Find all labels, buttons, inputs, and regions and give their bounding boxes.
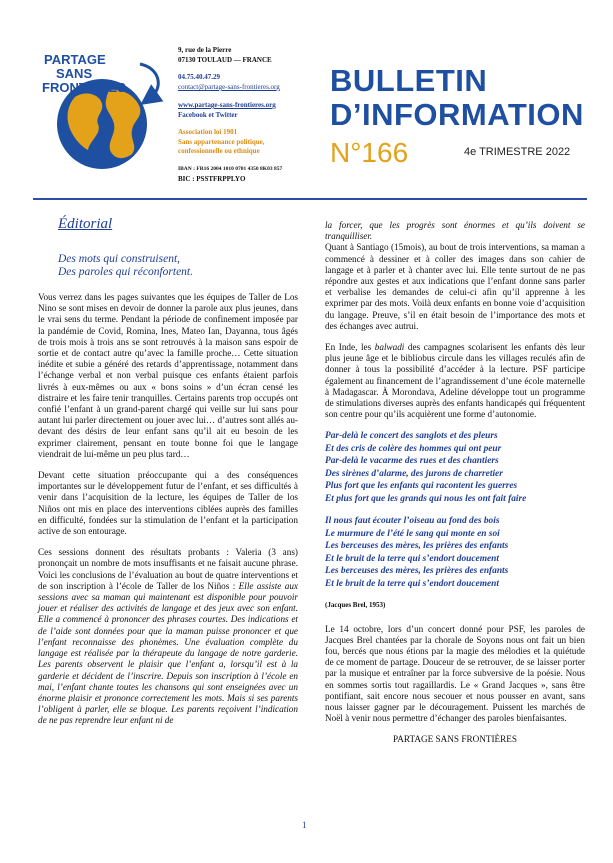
quote-continuation: la forcer, que les progrès sont énormes et qu’ils doivent se tranquilliser.	[325, 220, 585, 242]
paragraph-2: Devant cette situation préoccupante qui a des conséquences importantes sur le développement futur de l’enfant, et ses difficultés à venir dans l’acquisition de la lecture, les équipes de Taller de los Niños ont mis en place des interventions ciblées auprès des familles en difficulté, fondées sur la stimulation de l’enfant et la participation active de son entourage.	[38, 470, 298, 537]
inde-text-b: des campagnes scolarisent les enfants dès leur plus jeune âge et le bibliobus circule dans les villages reculés afin de donner à tous la possibilité d’accéder à la lecture. PSF participe également au financement de l’agrandissement d’une école maternelle à Madagascar. À Morondava, Adeline développe tout un programme de stimulations diverses auprès des enfants handicapés qui fréquentent son centre pour qu’ils acquièrent une forme d’autonomie.	[325, 342, 585, 420]
logo-line-1: PARTAGE	[44, 52, 106, 67]
poem-line: Et le bruit de la terre qui s’endort doucement	[325, 553, 499, 564]
poem-line: Et plus fort que les grands qui nous les ont fait faire	[325, 493, 527, 504]
right-column	[325, 220, 585, 756]
arrow-icon	[140, 64, 158, 98]
poem-line: Et le bruit de la terre qui s’endort doucement	[325, 578, 499, 589]
poem-attribution: (Jacques Brel, 1953)	[325, 601, 386, 610]
inde-text-a: En Inde, les	[325, 342, 375, 353]
left-column	[38, 292, 298, 727]
social-text: Facebook et Twitter	[178, 111, 238, 119]
paragraph-3	[38, 547, 298, 726]
paragraph-inde	[325, 342, 585, 420]
association-line-2: Sans appartenance politique,	[178, 138, 265, 146]
header-divider	[33, 198, 587, 200]
poem-line: Plus fort que les enfants qui racontent les guerres	[325, 481, 518, 492]
poem-line: Il nous faut écouter l’oiseau au fond des bois	[325, 516, 500, 527]
title-line-1: BULLETIN	[330, 63, 488, 98]
association-line-1: Association loi 1901	[178, 128, 238, 136]
paragraph-concert: Le 14 octobre, lors d’un concert donné pour PSF, les paroles de Jacques Brel chantées par la chorale de Soyons nous ont fait un bien fou, bercés que nous étions par la magie des mélodies et la quiétude de ce moment de partage. Douceur de se retrouver, de se laisser porter par la musique et entraîner par la force subversive de la poésie. Nous en sommes sortis tout ragaillardis. Le « Grand Jacques », sans être pontifiant, sait encore nous secouer et nous pousser en avant, sans nous laisser gagner par le découragement. Puissent les marchés de Noël à venir nous permettre d’échanger des paroles bienfaisantes.	[325, 623, 585, 724]
poem-line: Le murmure de l’été le sang qui monte en soi	[325, 528, 500, 539]
poem-line: Par-delà le concert des sanglots et des pleurs	[325, 431, 498, 442]
association-line-3: confessionnelle ou ethnique	[178, 147, 260, 155]
subtitle-line-2: Des paroles qui réconfortent.	[58, 266, 194, 278]
email-link[interactable]: contact@partage-sans-frontieres.org	[178, 83, 280, 91]
page-number: 1	[302, 820, 307, 830]
poem-stanza-2	[325, 515, 585, 590]
inde-term: balwadi	[374, 342, 405, 353]
iban: IBAN : FR16 2004 1010 0701 4350 8K03 857	[178, 166, 283, 172]
poem-stanza-1	[325, 430, 585, 505]
partage-sans-frontieres-logo	[40, 42, 170, 174]
logo-line-2: SANS	[56, 66, 93, 81]
bic: BIC : PSSTFRPPLYO	[178, 175, 246, 183]
title-line-2: D’INFORMATION	[330, 97, 584, 132]
paragraph-1: Vous verrez dans les pages suivantes que les équipes de Taller de Los Nino se sont mises en devoir de donner la parole aux plus jeunes, dans le vrai sens du terme. Pendant la période de confinement imposée par la pandémie de Covid, Romina, Ines, Mateo Ian, Dayanna, tous âgés de trois mois à trois ans se sont retrouvés à la maison sans espoir de sortie et de contact autre qu’avec la famille proche… Cette situation inédite et subie a généré des retards d’apprentissage, notamment dans l’échange verbal et non verbal puisque ces enfants étaient parfois livrés à eux-mêmes ou aux « bons soins » d’un écran censé les distraire et les faire tenir tranquilles. Certains parents trop occupés ont confié l’enfant à un grand-parent chargé qui veille sur lui sans pour autant lui parler directement ou jouer avec lui… d’autres sont allés au-devant des désirs de leur enfant sans qu’il ait eu besoin de les exprimer clairement, pensant en toute bonne foi que le langage viendrait de lui-même un peu plus tard…	[38, 292, 298, 459]
poem-line: Les berceuses des mères, les prières des enfants	[325, 566, 509, 577]
paragraph-santiago: Quant à Santiago (15mois), au bout de trois interventions, sa maman a commencé à dessiner et à coller des images dans son cahier de langage et à parler et à chanter avec lui. Elle tente surtout de ne pas répondre aux gestes et aux indications que l’enfant donne sans parler et verbalise les demandes de celui-ci afin qu’il apprenne à les exprimer par des mots. Voilà deux enfants en bonne voie d’acquisition du langage. Preuve, s’il en était besoin de l’importance des mots et des échanges avec autrui.	[325, 242, 585, 331]
poem-line: Et des cris de colère des hommes qui ont peur	[325, 443, 502, 454]
website-link[interactable]: www.partage-sans-frontieres.org	[178, 101, 276, 109]
poem-line: Des sirènes d’alarme, des jurons de charretier	[325, 468, 503, 479]
paragraph-3-text: Ces sessions donnent des résultats probants : Valeria (3 ans) prononçait un nombre de mots insuffisants et ne faisait aucune phrase. Voici les conclusions de l’évaluation au bout de quatre interventions et de son inscription à l’école de Taller de los Niños :	[38, 547, 298, 591]
poem-line: Les berceuses des mères, les prières des enfants	[325, 541, 509, 552]
quarter-label: 4e TRIMESTRE 2022	[464, 146, 571, 158]
issue-number: N°166	[330, 137, 409, 168]
logo-line-3: FRONTIÈRES	[42, 80, 126, 95]
signature: PARTAGE SANS FRONTIÈRES	[393, 734, 517, 745]
paragraph-3-quote: Elle assiste aux sessions avec sa maman qui maintenant est disponible pour pouvoir jouer et réaliser des activités de langage et des jeux avec son enfant. Elle a commencé à prononcer des phrases courtes. Des indications et de l’aide sont données pour que la maman puisse prononcer et que l’enfant reconnaisse des phonèmes. Une évaluation complète du langage est réalisée par la thérapeute du langage de notre garderie. Les parents observent le plaisir que l’enfant a, lorsqu’il est à la garderie et décident de l’inscrire. Depuis son inscription à l’école en mai, l’enfant chante toutes les chansons qui sont enseignées avec un énorme plaisir et prononce correctement les mots. Mais si ses parents l’obligent à parler, elle se bloque. Les parents reçoivent l’indication de ne pas reprendre leur enfant ni de	[38, 580, 298, 726]
poem-line: Par-delà le vacarme des rues et des chantiers	[325, 456, 499, 467]
address-line-1: 9, rue de la Pierre	[178, 46, 232, 54]
bulletin-title	[330, 64, 590, 132]
phone: 04.75.40.47.29	[178, 73, 220, 81]
address-line-2: 07130 TOULAUD — FRANCE	[178, 56, 272, 64]
editorial-subtitle	[58, 253, 193, 279]
editorial-heading: Éditorial	[58, 216, 113, 232]
subtitle-line-1: Des mots qui construisent,	[58, 253, 181, 265]
